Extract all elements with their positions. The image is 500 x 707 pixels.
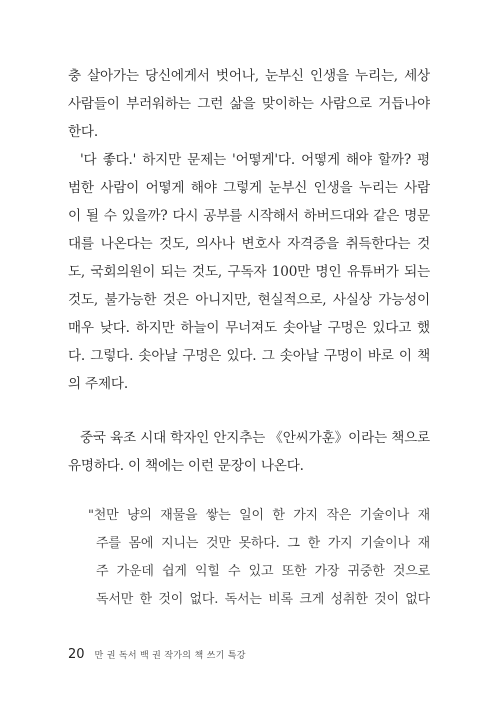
paragraph-1-line-2: 사람들이 부러워하는 그런 삶을 맞이하는 사람으로 거듭나야 — [68, 96, 430, 112]
paragraph-2-line-2: 범한 사람이 어떻게 해야 그렇게 눈부신 인생을 누리는 사람 — [68, 180, 430, 196]
paragraph-2-line-7: 매우 낮다. 하지만 하늘이 무너져도 솟아날 구멍은 있다고 했 — [68, 320, 430, 336]
paragraph-2-line-5: 도, 국회의원이 되는 것도, 구독자 100만 명인 유튜버가 되는 — [68, 264, 430, 280]
page-number: 20 — [68, 647, 85, 662]
paragraph-2-line-9: 의 주제다. — [68, 376, 128, 392]
quote-line-4: 독서만 한 것이 없다. 독서는 비록 크게 성취한 것이 없다 — [96, 592, 430, 607]
paragraph-1-line-3: 한다. — [68, 124, 98, 140]
quote-line-1: "천만 냥의 재물을 쌓는 일이 한 가지 작은 기술이나 재 — [88, 508, 430, 523]
paragraph-2-line-6: 것도, 불가능한 것은 아니지만, 현실적으로, 사실상 가능성이 — [68, 292, 430, 308]
paragraph-1-line-1: 충 살아가는 당신에게서 벗어나, 눈부신 인생을 누리는, 세상 — [68, 68, 430, 84]
paragraph-3-line-1: 중국 육조 시대 학자인 안지추는 《안씨가훈》이라는 책으로 — [80, 430, 430, 446]
paragraph-2-line-8: 다. 그렇다. 솟아날 구멍은 있다. 그 솟아날 구멍이 바로 이 책 — [68, 348, 430, 364]
paragraph-2-line-4: 대를 나온다는 것도, 의사나 변호사 자격증을 취득한다는 것 — [68, 236, 430, 252]
running-title: 만 권 독서 백 권 작가의 책 쓰기 특강 — [94, 651, 246, 661]
paragraph-3-line-2: 유명하다. 이 책에는 이런 문장이 나온다. — [68, 458, 304, 474]
paragraph-2-line-1: '다 좋다.' 하지만 문제는 '어떻게'다. 어떻게 해야 할까? 평 — [80, 152, 430, 168]
page-footer — [68, 647, 246, 665]
quote-line-2: 주를 몸에 지니는 것만 못하다. 그 한 가지 기술이나 재 — [96, 536, 430, 551]
quote-line-3: 주 가운데 쉽게 익힐 수 있고 또한 가장 귀중한 것으로 — [96, 564, 430, 579]
paragraph-2-line-3: 이 될 수 있을까? 다시 공부를 시작해서 하버드대와 같은 명문 — [68, 208, 430, 224]
